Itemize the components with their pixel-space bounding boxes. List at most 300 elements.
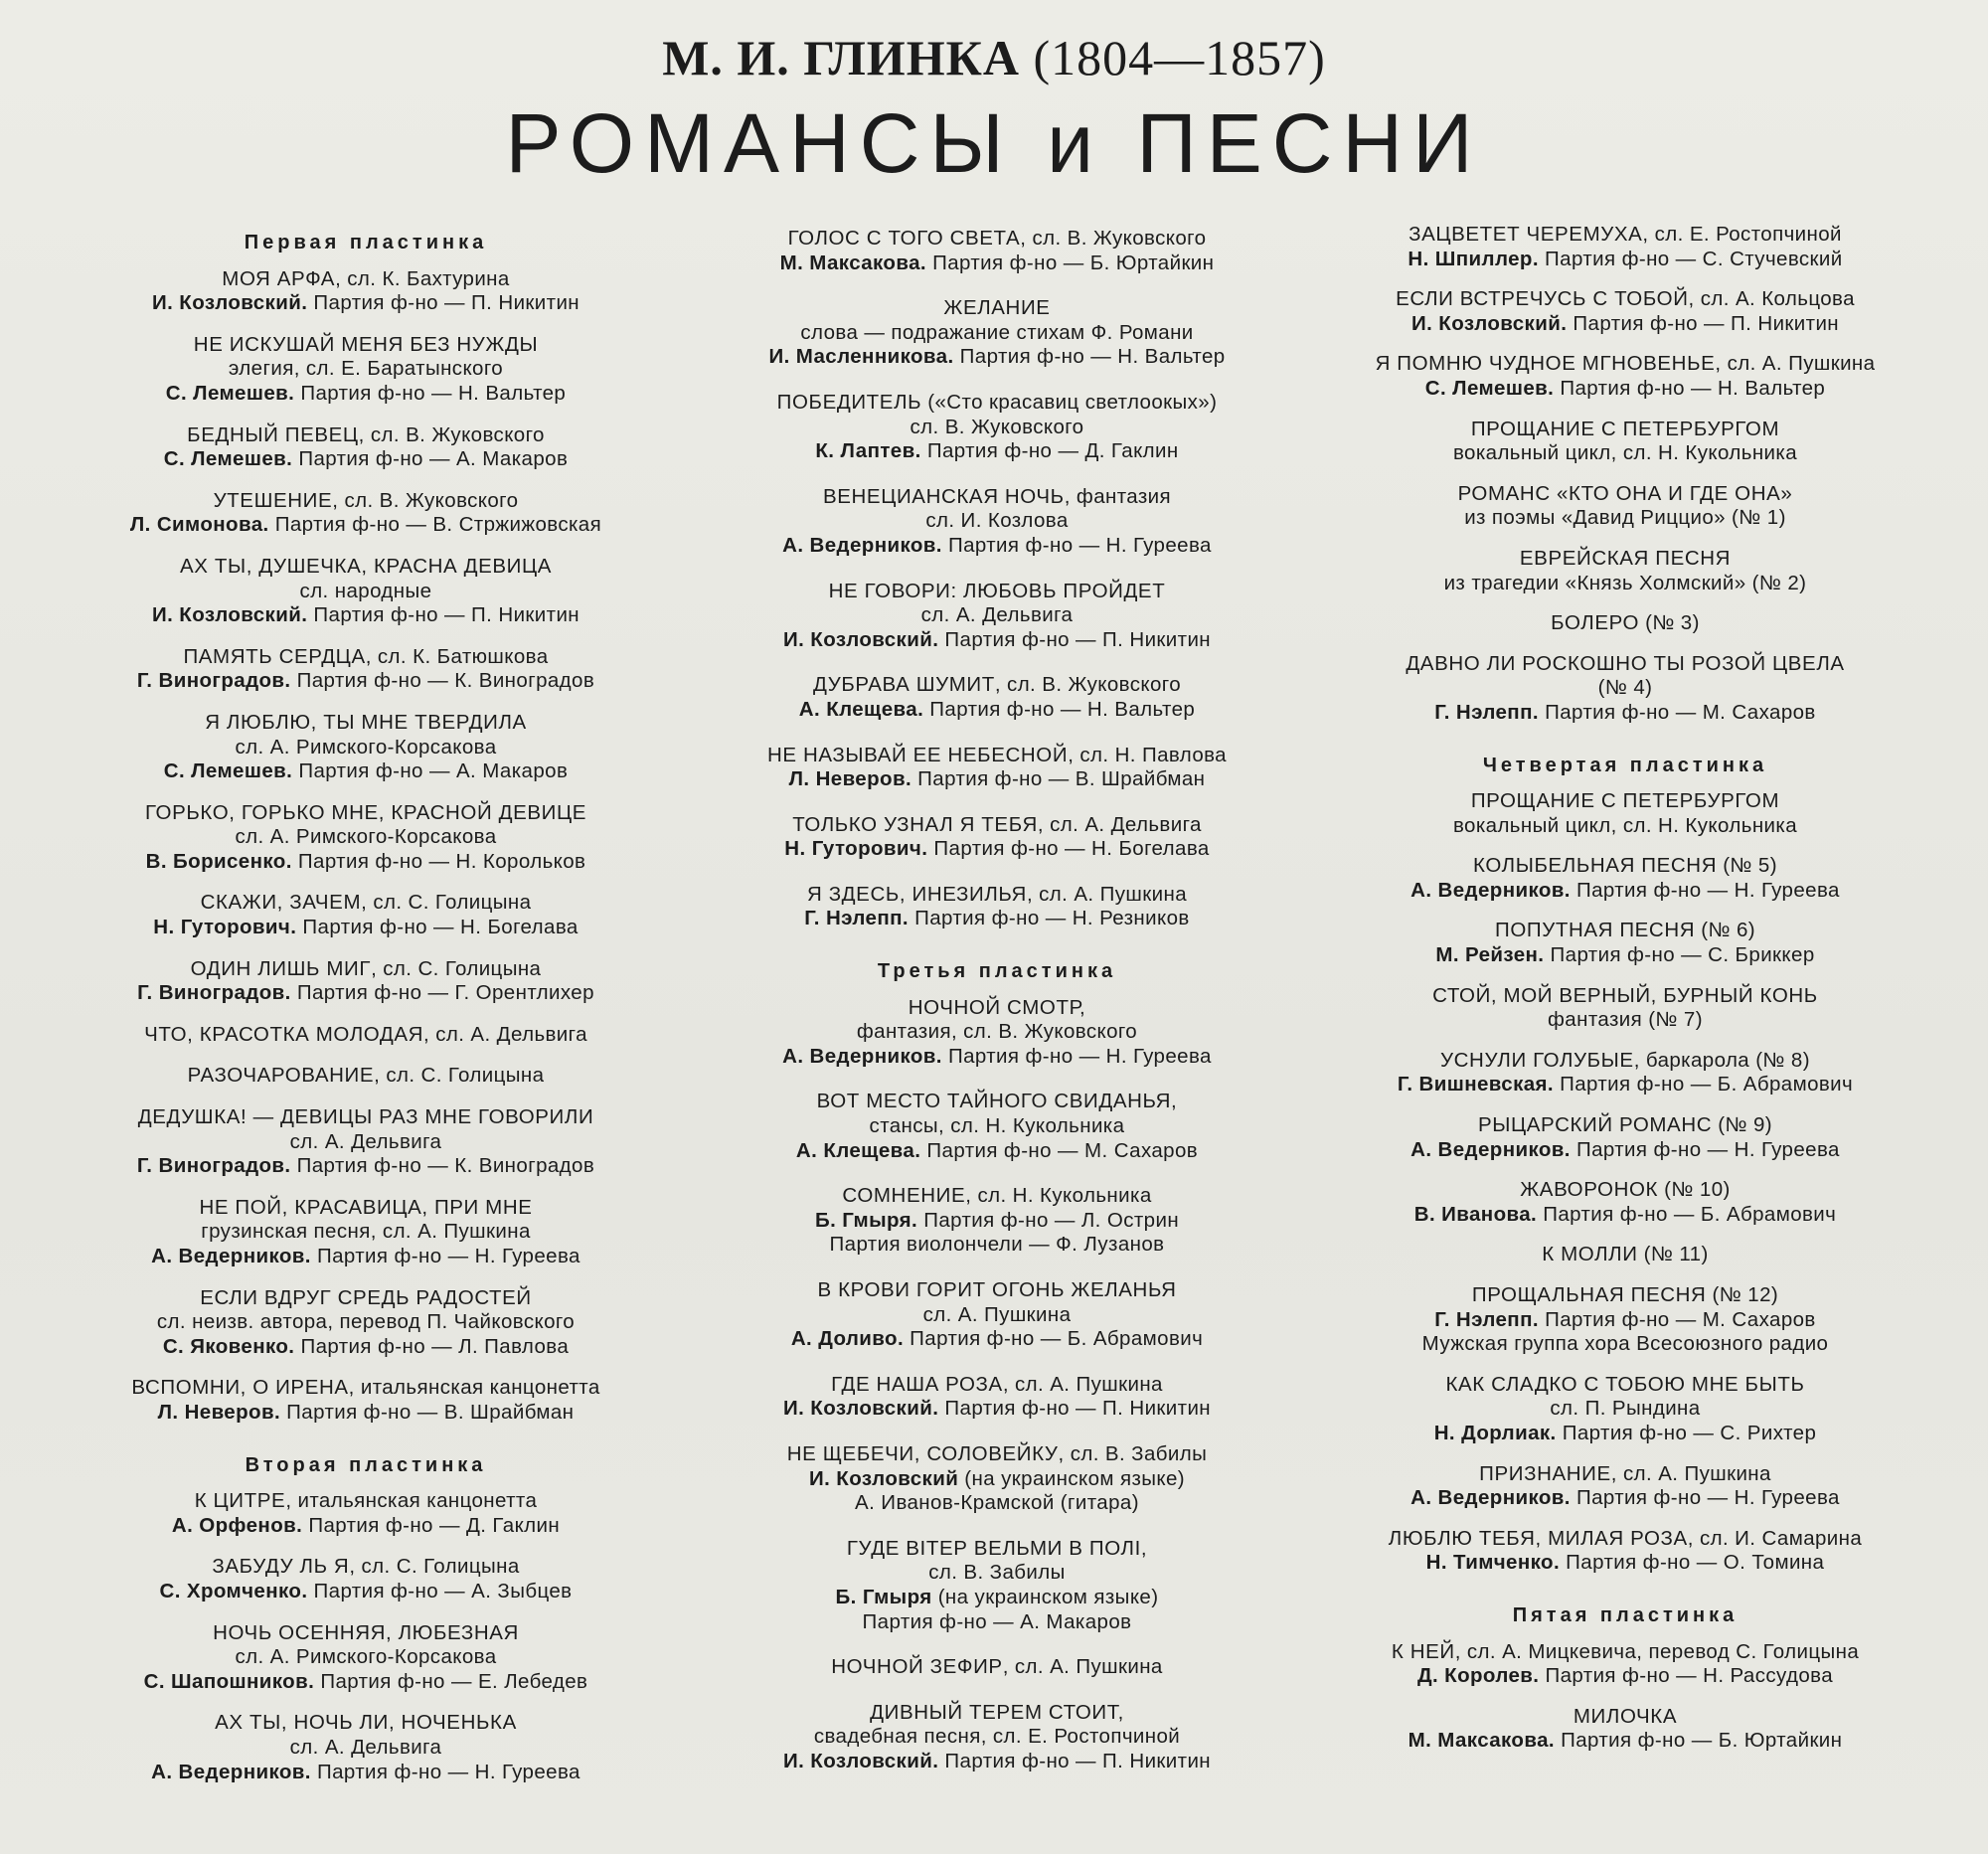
performer-name: Л. Симонова. xyxy=(129,513,269,537)
performer-name: Н. Гуторович. xyxy=(153,916,297,939)
accompaniment: Партия ф-но — К. Виноградов xyxy=(290,1154,595,1178)
performer-name: С. Лемешев. xyxy=(1424,376,1555,400)
performer-name: И. Козловский. xyxy=(782,1397,939,1421)
song-details: (№ 9) xyxy=(1712,1113,1772,1137)
extra-credit: А. Иванов-Крамской (гитара) xyxy=(855,1491,1139,1515)
performer-line xyxy=(704,767,1290,792)
song-title: МИЛОЧКА xyxy=(1573,1704,1678,1728)
song-title: РОМАНС «КТО ОНА И ГДЕ ОНА» xyxy=(1457,481,1793,505)
performer-line xyxy=(78,603,654,628)
song-title-line xyxy=(1332,1283,1918,1308)
performer-line xyxy=(1332,1729,1918,1754)
performer-name: М. Максакова. xyxy=(1408,1729,1555,1753)
song-entry xyxy=(1332,1705,1918,1754)
performer-name: Н. Дорлиак. xyxy=(1433,1421,1557,1444)
song-title: СТОЙ, МОЙ ВЕРНЫЙ, БУРНЫЙ КОНЬ xyxy=(1432,983,1818,1007)
song-entry xyxy=(1332,1527,1918,1576)
song-details: , сл. С. Голицына xyxy=(374,1064,545,1088)
song-entry xyxy=(1332,1373,1918,1446)
song-subtitle: грузинская песня, сл. А. Пушкина xyxy=(201,1220,531,1244)
accompaniment: Партия ф-но — В. Шрайбман xyxy=(280,1400,575,1424)
performer-line xyxy=(704,1209,1290,1234)
song-subtitle: вокальный цикл, сл. Н. Кукольника xyxy=(1452,813,1798,837)
performer-name: Г. Виноградов. xyxy=(136,669,291,693)
song-title-line xyxy=(704,1373,1290,1398)
song-entry xyxy=(704,1373,1290,1422)
song-details: , сл. К. Батюшкова xyxy=(365,644,549,668)
performer-name: И. Козловский. xyxy=(1410,311,1568,335)
accompaniment: Партия ф-но — М. Сахаров xyxy=(920,1138,1199,1162)
song-title: ДЕДУШКА! — ДЕВИЦЫ РАЗ МНЕ ГОВОРИЛИ xyxy=(137,1105,594,1129)
song-entry xyxy=(704,391,1290,464)
song-title: ПРОЩАНИЕ С ПЕТЕРБУРГОМ xyxy=(1470,789,1780,813)
performer-line xyxy=(1332,1203,1918,1228)
song-details: , сл. В. Жуковского xyxy=(332,488,519,512)
performer-line xyxy=(1332,1422,1918,1446)
song-entry xyxy=(78,1064,654,1089)
song-entry xyxy=(1332,482,1918,531)
accompaniment: Партия ф-но — А. Макаров xyxy=(292,447,569,471)
song-title-line xyxy=(78,333,654,358)
accompaniment: Партия ф-но — Б. Юртайкин xyxy=(926,251,1215,274)
song-subtitle: сл. П. Рындина xyxy=(1550,1397,1701,1421)
song-subtitle: сл. А. Римского-Корсакова xyxy=(235,1645,497,1669)
performer-line xyxy=(1332,943,1918,968)
song-entry xyxy=(78,1711,654,1784)
performer-name: В. Борисенко. xyxy=(145,849,292,873)
performer-line xyxy=(704,1397,1290,1422)
song-title-line xyxy=(78,1023,654,1048)
performer-line xyxy=(78,382,654,407)
accompaniment: Партия ф-но — С. Бриккер xyxy=(1544,943,1815,967)
song-title: ГДЕ НАША РОЗА xyxy=(831,1372,1003,1396)
accompaniment: Партия ф-но — В. Стржижовская xyxy=(268,513,602,537)
performer-line xyxy=(704,907,1290,931)
song-title: КОЛЫБЕЛЬНАЯ ПЕСНЯ xyxy=(1473,854,1718,878)
song-title: ВСПОМНИ, О ИРЕНА xyxy=(131,1376,349,1400)
accompaniment: Партия ф-но — А. Зыбцев xyxy=(307,1579,573,1602)
song-subtitle: сл. А. Дельвига xyxy=(289,1129,442,1153)
performer-line xyxy=(78,1580,654,1604)
accompaniment: Партия ф-но — Л. Острин xyxy=(917,1208,1180,1232)
performer-name: Н. Тимченко. xyxy=(1425,1551,1561,1575)
song-subtitle: сл. И. Козлова xyxy=(925,509,1069,533)
performer-line xyxy=(1332,1308,1918,1333)
song-subtitle: сл. А. Дельвига xyxy=(289,1735,442,1759)
performer-line xyxy=(78,1401,654,1426)
song-subtitle: сл. А. Римского-Корсакова xyxy=(235,735,497,758)
song-title-line xyxy=(1332,418,1918,442)
accompaniment: Партия ф-но — Н. Вальтер xyxy=(953,345,1226,369)
performer-line xyxy=(78,291,654,316)
song-title-line xyxy=(1332,1705,1918,1730)
song-title-line xyxy=(78,1196,654,1221)
song-details: , сл. А. Пушкина xyxy=(1610,1461,1771,1485)
song-entry xyxy=(704,883,1290,931)
song-title: УТЕШЕНИЕ xyxy=(213,488,333,512)
song-entry xyxy=(704,673,1290,722)
performer-line xyxy=(78,1670,654,1695)
song-entry xyxy=(78,489,654,538)
performer-name: А. Ведерников. xyxy=(1410,1486,1571,1510)
performer-name: И. Козловский. xyxy=(151,291,308,315)
performer-name: Д. Королев. xyxy=(1416,1664,1540,1688)
song-title-line xyxy=(1332,652,1918,677)
performer-line xyxy=(704,1750,1290,1774)
song-entry xyxy=(704,744,1290,792)
song-details: (№ 10) xyxy=(1658,1178,1731,1202)
performer-name: Г. Виноградов. xyxy=(136,1154,291,1178)
song-entry xyxy=(1332,789,1918,838)
song-details: (№ 12) xyxy=(1706,1283,1779,1306)
performer-name: Л. Неверов. xyxy=(788,767,912,791)
accompaniment: Партия ф-но — К. Виноградов xyxy=(290,669,595,693)
song-title: ЖАВОРОНОК xyxy=(1520,1178,1659,1202)
album-title: РОМАНСЫ и ПЕСНИ xyxy=(505,96,1483,190)
accompaniment: Партия ф-но — Л. Павлова xyxy=(294,1334,570,1358)
performer-line xyxy=(78,447,654,472)
performer-name: М. Максакова. xyxy=(779,251,926,274)
song-title: НЕ ПОЙ, КРАСАВИЦА, ПРИ МНЕ xyxy=(199,1195,533,1219)
performer-name: А. Клещева. xyxy=(795,1138,921,1162)
song-entry xyxy=(78,1376,654,1425)
accompaniment: Партия ф-но — Б. Абрамович xyxy=(904,1327,1204,1351)
record-heading: Третья пластинка xyxy=(877,960,1117,983)
song-title: НЕ ЩЕБЕЧИ, СОЛОВЕЙКУ xyxy=(786,1441,1059,1465)
song-title-line xyxy=(1332,1640,1918,1665)
accompaniment: Партия ф-но — П. Никитин xyxy=(1567,311,1840,335)
accompaniment: Партия ф-но — Н. Гуреева xyxy=(310,1245,580,1267)
accompaniment: Партия ф-но — П. Никитин xyxy=(938,627,1212,651)
accompaniment: Партия ф-но — Н. Богелава xyxy=(296,916,579,939)
song-details: , итальянская канцонетта xyxy=(285,1489,538,1513)
song-title: НОЧЬ ОСЕННЯЯ, ЛЮБЕЗНАЯ xyxy=(213,1620,519,1644)
song-entry xyxy=(704,1278,1290,1352)
accompaniment: Партия ф-но — Н. Гуреева xyxy=(310,1760,580,1783)
song-title: ГОЛОС С ТОГО СВЕТА xyxy=(787,227,1021,250)
accompaniment: Партия ф-но — Н. Корольков xyxy=(291,849,586,873)
song-title: НОЧНОЙ СМОТР, xyxy=(908,995,1086,1019)
song-entry xyxy=(704,227,1290,275)
song-details: , сл. В. Жуковского xyxy=(358,422,545,446)
accompaniment: Партия ф-но — Н. Вальтер xyxy=(294,381,567,405)
performer-line xyxy=(1332,377,1918,402)
performer-name: А. Ведерников. xyxy=(1410,878,1571,902)
song-title: ТОЛЬКО УЗНАЛ Я ТЕБЯ xyxy=(792,812,1038,836)
song-details: , сл. С. Голицына xyxy=(349,1555,520,1579)
accompaniment: Партия ф-но — Н. Резников xyxy=(908,907,1190,930)
performer-line xyxy=(704,698,1290,723)
song-title: ЗАЦВЕТЕТ ЧЕРЕМУХА xyxy=(1408,223,1643,246)
accompaniment: Партия ф-но — Н. Богелава xyxy=(927,837,1210,861)
performer-name: И. Козловский. xyxy=(782,627,939,651)
accompaniment: Партия ф-но — В. Шрайбман xyxy=(911,767,1206,791)
song-title: В КРОВИ ГОРИТ ОГОНЬ ЖЕЛАНЬЯ xyxy=(817,1278,1177,1301)
song-entry xyxy=(78,1105,654,1179)
performer-line xyxy=(1332,248,1918,272)
performer-line xyxy=(1332,1664,1918,1689)
song-title-line xyxy=(1332,352,1918,377)
song-subtitle: (№ 4) xyxy=(1597,676,1653,700)
extra-credit: Партия ф-но — А. Макаров xyxy=(862,1609,1132,1633)
song-title-line xyxy=(704,1655,1290,1680)
song-entry xyxy=(1332,352,1918,401)
song-title: МОЯ АРФА xyxy=(222,266,336,290)
performer-line xyxy=(1332,879,1918,904)
song-title-line xyxy=(1332,1527,1918,1552)
song-title-line xyxy=(704,813,1290,838)
performer-name: Б. Гмыря xyxy=(835,1585,932,1608)
song-title: БОЛЕРО xyxy=(1551,611,1639,635)
song-entry xyxy=(704,813,1290,862)
song-details: , сл. С. Голицына xyxy=(371,956,542,980)
song-entry xyxy=(1332,1462,1918,1511)
song-title-line xyxy=(1332,482,1918,507)
song-title-line xyxy=(704,391,1290,416)
song-details: , фантазия xyxy=(1064,484,1171,508)
song-details: , сл. В. Забилы xyxy=(1058,1441,1208,1465)
song-title-line xyxy=(78,891,654,916)
song-title-line xyxy=(78,489,654,514)
song-details: , сл. А. Кольцова xyxy=(1688,287,1855,311)
song-entry xyxy=(1332,1178,1918,1227)
song-subtitle: свадебная песня, сл. Е. Ростопчиной xyxy=(813,1725,1181,1749)
song-title-line xyxy=(704,1701,1290,1726)
accompaniment: Партия ф-но — Н. Вальтер xyxy=(1554,376,1826,400)
record-heading: Первая пластинка xyxy=(244,232,488,253)
song-subtitle: сл. народные xyxy=(299,579,432,602)
performer-line xyxy=(1332,312,1918,337)
accompaniment: Партия ф-но — Н. Гуреева xyxy=(941,533,1212,557)
performer-line xyxy=(78,981,654,1006)
column-2 xyxy=(704,227,1290,1795)
song-entry xyxy=(704,1184,1290,1258)
song-title: ЧТО, КРАСОТКА МОЛОДАЯ xyxy=(144,1022,424,1046)
performer-line xyxy=(78,1761,654,1785)
song-entry xyxy=(1332,611,1918,636)
performer-name: К. Лаптев. xyxy=(815,439,921,463)
song-title-line xyxy=(78,711,654,736)
song-title-line xyxy=(1332,611,1918,636)
song-details: , сл. Н. Павлова xyxy=(1068,743,1227,766)
song-title: ПОПУТНАЯ ПЕСНЯ xyxy=(1494,919,1696,942)
song-title: НОЧНОЙ ЗЕФИР xyxy=(831,1655,1003,1679)
composer-dates: (1804—1857) xyxy=(1033,30,1326,85)
song-title: ЕСЛИ ВСТРЕЧУСЬ С ТОБОЙ xyxy=(1396,287,1689,311)
accompaniment: Партия ф-но — Н. Гуреева xyxy=(941,1044,1212,1068)
song-title-line xyxy=(78,801,654,826)
song-entry xyxy=(704,1442,1290,1516)
performer-name: А. Ведерников. xyxy=(782,533,942,557)
accompaniment: Партия ф-но — Н. Гуреева xyxy=(1570,1137,1840,1161)
accompaniment: (на украинском языке) xyxy=(958,1466,1186,1490)
performer-name: С. Хромченко. xyxy=(159,1579,308,1602)
extra-credit: Партия виолончели — Ф. Лузанов xyxy=(829,1233,1165,1257)
song-title-line xyxy=(1332,1462,1918,1487)
song-subtitle: сл. В. Жуковского xyxy=(910,415,1084,438)
composer-name: М. И. ГЛИНКА xyxy=(662,30,1020,85)
performer-line xyxy=(78,1154,654,1179)
song-title: ЖЕЛАНИЕ xyxy=(943,296,1051,320)
performer-line xyxy=(704,439,1290,464)
song-entry xyxy=(1332,1640,1918,1689)
song-title-line xyxy=(78,267,654,292)
song-entry xyxy=(704,996,1290,1070)
song-title-line xyxy=(78,423,654,448)
song-entry xyxy=(704,1537,1290,1634)
song-title: К НЕЙ xyxy=(1391,1639,1455,1663)
song-title: АХ ТЫ, НОЧЬ ЛИ, НОЧЕНЬКА xyxy=(215,1711,517,1735)
performer-line xyxy=(78,669,654,694)
song-title-line xyxy=(704,883,1290,908)
song-title: ВЕНЕЦИАНСКАЯ НОЧЬ xyxy=(822,484,1065,508)
performer-line xyxy=(1332,701,1918,726)
song-title-line xyxy=(704,296,1290,321)
song-entry xyxy=(704,580,1290,653)
accompaniment: Партия ф-но — Н. Гуреева xyxy=(1570,1486,1840,1510)
song-subtitle: из трагедии «Князь Холмский» (№ 2) xyxy=(1443,571,1807,594)
song-entry xyxy=(78,555,654,628)
accompaniment: Партия ф-но — Б. Юртайкин xyxy=(1555,1729,1843,1753)
song-title-line xyxy=(704,996,1290,1021)
song-title: ГОРЬКО, ГОРЬКО МНЕ, КРАСНОЙ ДЕВИЦЕ xyxy=(144,800,587,824)
song-title: РЫЦАРСКИЙ РОМАНС xyxy=(1478,1113,1713,1137)
song-subtitle: вокальный цикл, сл. Н. Кукольника xyxy=(1452,441,1798,465)
performer-line xyxy=(704,1045,1290,1070)
accompaniment: Партия ф-но — М. Сахаров xyxy=(1538,1307,1816,1331)
performer-line xyxy=(78,850,654,875)
song-title-line xyxy=(1332,919,1918,943)
song-title-line xyxy=(704,673,1290,698)
accompaniment: Партия ф-но — А. Макаров xyxy=(292,759,569,783)
performer-line xyxy=(78,1514,654,1539)
song-entry xyxy=(1332,919,1918,967)
performer-name: А. Ведерников. xyxy=(151,1760,311,1783)
song-title: НЕ ГОВОРИ: ЛЮБОВЬ ПРОЙДЕТ xyxy=(828,579,1166,602)
song-entry xyxy=(1332,652,1918,726)
performer-line xyxy=(704,252,1290,276)
song-entry xyxy=(1332,984,1918,1033)
song-title: РАЗОЧАРОВАНИЕ xyxy=(187,1064,375,1088)
song-details: , итальянская канцонетта xyxy=(348,1376,600,1400)
performer-name: Г. Виноградов. xyxy=(137,981,291,1005)
record-heading: Четвертая пластинка xyxy=(1482,754,1768,776)
song-title-line xyxy=(78,645,654,670)
accompaniment: Партия ф-но — Б. Абрамович xyxy=(1554,1073,1854,1096)
song-title-line xyxy=(78,1555,654,1580)
performer-line xyxy=(704,628,1290,653)
song-details: , сл. А. Дельвига xyxy=(1037,812,1202,836)
performer-line xyxy=(704,534,1290,559)
performer-name: А. Ведерников. xyxy=(151,1245,311,1267)
song-entry xyxy=(78,423,654,472)
song-title: ЗАБУДУ ЛЬ Я xyxy=(212,1555,350,1579)
performer-line xyxy=(704,1586,1290,1610)
accompaniment: Партия ф-но — П. Никитин xyxy=(307,291,580,315)
song-entry xyxy=(78,1286,654,1360)
song-details: , сл. А. Пушкина xyxy=(1002,1655,1163,1679)
performer-name: Г. Вишневская. xyxy=(1397,1073,1555,1096)
song-details: (№ 3) xyxy=(1639,611,1700,635)
song-details: , сл. В. Жуковского xyxy=(1020,227,1207,250)
performer-name: И. Козловский xyxy=(808,1466,959,1490)
song-title: ПОБЕДИТЕЛЬ xyxy=(776,390,922,414)
song-title-line xyxy=(1332,1049,1918,1074)
song-entry xyxy=(78,267,654,316)
performer-name: М. Рейзен. xyxy=(1435,943,1545,967)
performer-name: И. Козловский. xyxy=(151,603,308,627)
performer-line xyxy=(78,1335,654,1360)
song-title-line xyxy=(78,1489,654,1514)
performer-name: Г. Нэлепп. xyxy=(1434,1307,1539,1331)
song-title: ПРОЩАЛЬНАЯ ПЕСНЯ xyxy=(1471,1283,1707,1306)
song-details: , сл. А. Пушкина xyxy=(1026,882,1187,906)
song-title: АХ ТЫ, ДУШЕЧКА, КРАСНА ДЕВИЦА xyxy=(179,554,553,578)
record-heading: Пятая пластинка xyxy=(1512,1603,1739,1626)
performer-name: Г. Нэлепп. xyxy=(804,907,909,930)
song-entry xyxy=(1332,1283,1918,1357)
song-title-line xyxy=(1332,1243,1918,1267)
song-title-line xyxy=(78,957,654,982)
performer-line xyxy=(1332,1073,1918,1097)
performer-name: И. Козловский. xyxy=(782,1749,939,1772)
song-details: , баркарола (№ 8) xyxy=(1633,1048,1810,1072)
song-details: , сл. С. Голицына xyxy=(361,891,532,915)
song-entry xyxy=(78,645,654,694)
song-title-line xyxy=(1332,287,1918,312)
accompaniment: Партия ф-но — Н. Рассудова xyxy=(1539,1664,1834,1688)
song-title: СКАЖИ, ЗАЧЕМ xyxy=(200,891,362,915)
song-entry xyxy=(704,296,1290,370)
song-details: , сл. А. Мицкевича, перевод С. Голицына xyxy=(1454,1639,1860,1663)
song-title: ДУБРАВА ШУМИТ xyxy=(812,673,995,697)
song-subtitle: сл. А. Дельвига xyxy=(920,603,1074,627)
song-subtitle: фантазия (№ 7) xyxy=(1548,1008,1703,1032)
accompaniment: Партия ф-но — Е. Лебедев xyxy=(314,1669,588,1693)
song-entry xyxy=(1332,223,1918,271)
column-1 xyxy=(78,231,654,1801)
song-details: , сл. А. Пушкина xyxy=(1002,1372,1163,1396)
performer-name: С. Яковенко. xyxy=(162,1334,295,1358)
song-entry xyxy=(78,1555,654,1603)
song-entry xyxy=(704,1090,1290,1163)
performer-line xyxy=(704,1139,1290,1164)
extra-credit: Мужская группа хора Всесоюзного радио xyxy=(1421,1332,1829,1356)
accompaniment: Партия ф-но — М. Сахаров xyxy=(1538,700,1816,724)
song-title-line xyxy=(1332,1373,1918,1398)
song-details: (№ 11) xyxy=(1637,1243,1709,1266)
song-title-line xyxy=(1332,984,1918,1009)
song-subtitle: из поэмы «Давид Риццио» (№ 1) xyxy=(1464,506,1786,530)
song-subtitle: сл. А. Римского-Корсакова xyxy=(235,825,497,849)
performer-name: Б. Гмыря. xyxy=(814,1208,918,1232)
song-entry xyxy=(704,1701,1290,1774)
song-title: ДАВНО ЛИ РОСКОШНО ТЫ РОЗОЙ ЦВЕЛА xyxy=(1406,651,1845,675)
song-entry xyxy=(78,891,654,939)
performer-name: И. Масленникова. xyxy=(768,345,954,369)
song-details: , сл. Н. Кукольника xyxy=(965,1184,1152,1208)
song-entry xyxy=(704,1655,1290,1680)
accompaniment: Партия ф-но — Б. Абрамович xyxy=(1537,1202,1837,1226)
song-title-line xyxy=(78,1621,654,1646)
performer-line xyxy=(1332,1551,1918,1576)
performer-line xyxy=(704,1467,1290,1492)
song-details: , сл. К. Бахтурина xyxy=(335,266,510,290)
song-details: , сл. В. Жуковского xyxy=(994,673,1182,697)
song-title-line xyxy=(704,227,1290,252)
accompaniment: Партия ф-но — О. Томина xyxy=(1560,1551,1825,1575)
song-entry xyxy=(78,801,654,875)
